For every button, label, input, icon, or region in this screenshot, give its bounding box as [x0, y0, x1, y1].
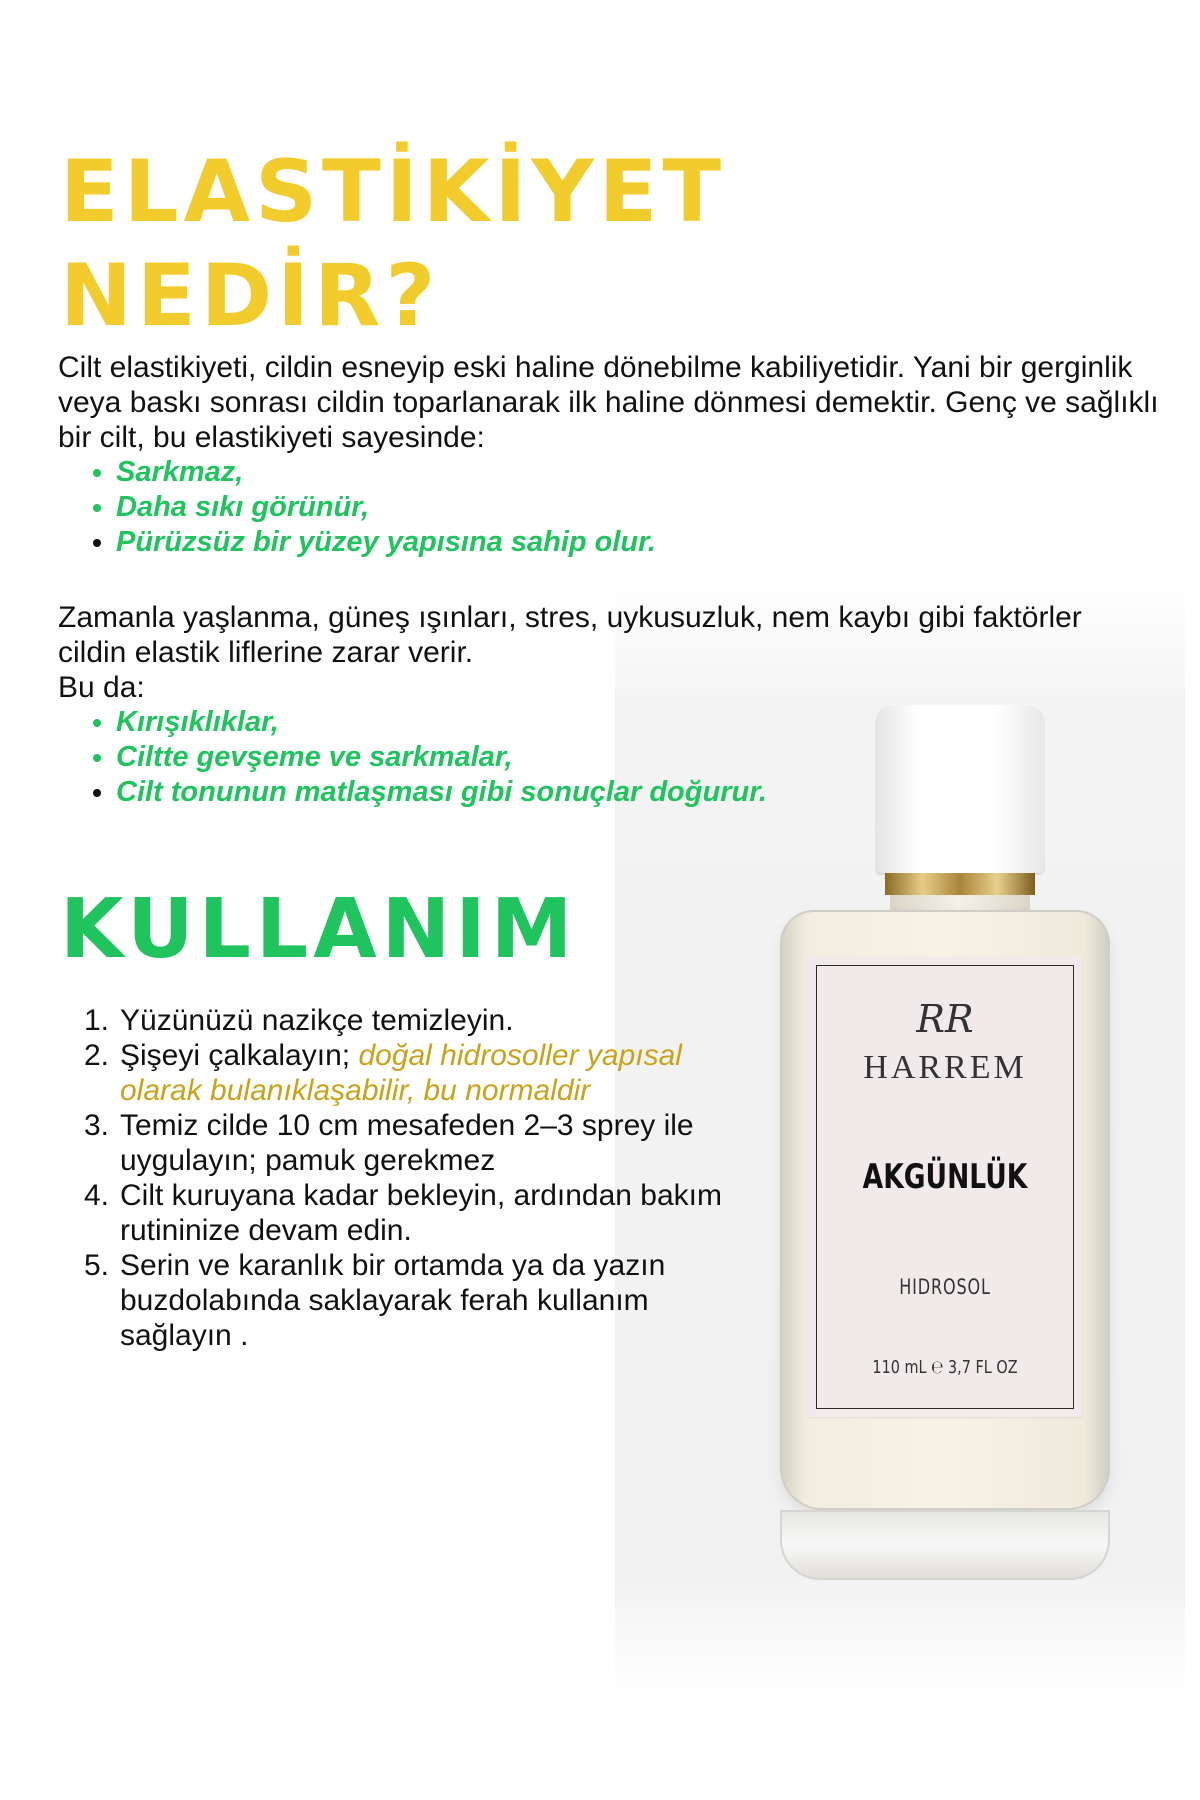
brand-logo: RR — [916, 997, 974, 1041]
bottle-label — [808, 957, 1082, 1417]
usage-heading: KULLANIM — [60, 882, 578, 977]
step-number: 1. — [84, 1004, 110, 1037]
list-item: • Pürüzsüz bir yüzey yapısına sahip olur. — [116, 525, 656, 560]
step-text: Yüzünüzü nazikçe temizleyin. — [120, 1004, 514, 1037]
step-text: Cilt kuruyana kadar bekleyin, ardından bakım rutininize devam edin. — [120, 1179, 722, 1247]
step-text: Temiz cilde 10 cm mesafeden 2–3 sprey ile uygulayın; pamuk gerekmez — [120, 1109, 694, 1177]
elasticity-paragraph: Cilt elastikiyeti, cildin esneyip eski haline dönebilme kabiliyetidir. Yani bir gerginlik veya baskı sonrası cildin toparlanarak ilk haline dönmesi demektir. Genç ve sağlıklı bir cilt, bu elastikiyeti sayesinde: — [58, 351, 1159, 454]
step-item — [84, 1248, 744, 1353]
brand-name: HARREM — [863, 1049, 1027, 1086]
bottle-cap — [875, 705, 1045, 875]
product-type: HIDROSOL — [899, 1275, 991, 1299]
step-number: 3. — [84, 1109, 110, 1142]
elasticity-heading: ELASTİKİYET NEDİR? — [60, 142, 727, 346]
step-note: doğal hidrosoller yapısal olarak bulanıklaşabilir, bu normaldir — [120, 1039, 682, 1107]
list-item: • Daha sıkı görünür, — [116, 490, 656, 525]
effects-list — [58, 705, 767, 810]
step-item — [84, 1108, 744, 1178]
damage-paragraph — [58, 600, 1138, 705]
step-item — [84, 1038, 744, 1108]
list-item: • Cilt tonunun matlaşması gibi sonuçlar doğurur. — [116, 775, 767, 810]
list-item: • Kırışıklıklar, — [116, 705, 767, 740]
step-number: 2. — [84, 1039, 110, 1072]
list-item: • Sarkmaz, — [116, 455, 656, 490]
step-number: 4. — [84, 1179, 110, 1212]
product-volume: 110 mL ℮ 3,7 FL OZ — [872, 1357, 1018, 1378]
step-text: Serin ve karanlık bir ortamda ya da yazın buzdolabında saklayarak ferah kullanım sağlayın . — [120, 1249, 666, 1352]
damage-lead: Bu da: — [58, 671, 145, 704]
step-item — [84, 1003, 744, 1038]
bottle-base — [780, 1510, 1110, 1580]
step-number: 5. — [84, 1249, 110, 1282]
step-text: Şişeyi çalkalayın; — [120, 1039, 359, 1072]
usage-steps — [84, 1003, 744, 1353]
product-bottle — [780, 705, 1110, 1605]
benefits-list — [58, 455, 656, 560]
product-name: AKGÜNLÜK — [862, 1157, 1028, 1197]
damage-text: Zamanla yaşlanma, güneş ışınları, stres, uykusuzluk, nem kaybı gibi faktörler cildin elastik liflerine zarar verir. — [58, 601, 1082, 669]
list-item: • Ciltte gevşeme ve sarkmalar, — [116, 740, 767, 775]
step-item — [84, 1178, 744, 1248]
bottle-collar — [885, 873, 1035, 895]
